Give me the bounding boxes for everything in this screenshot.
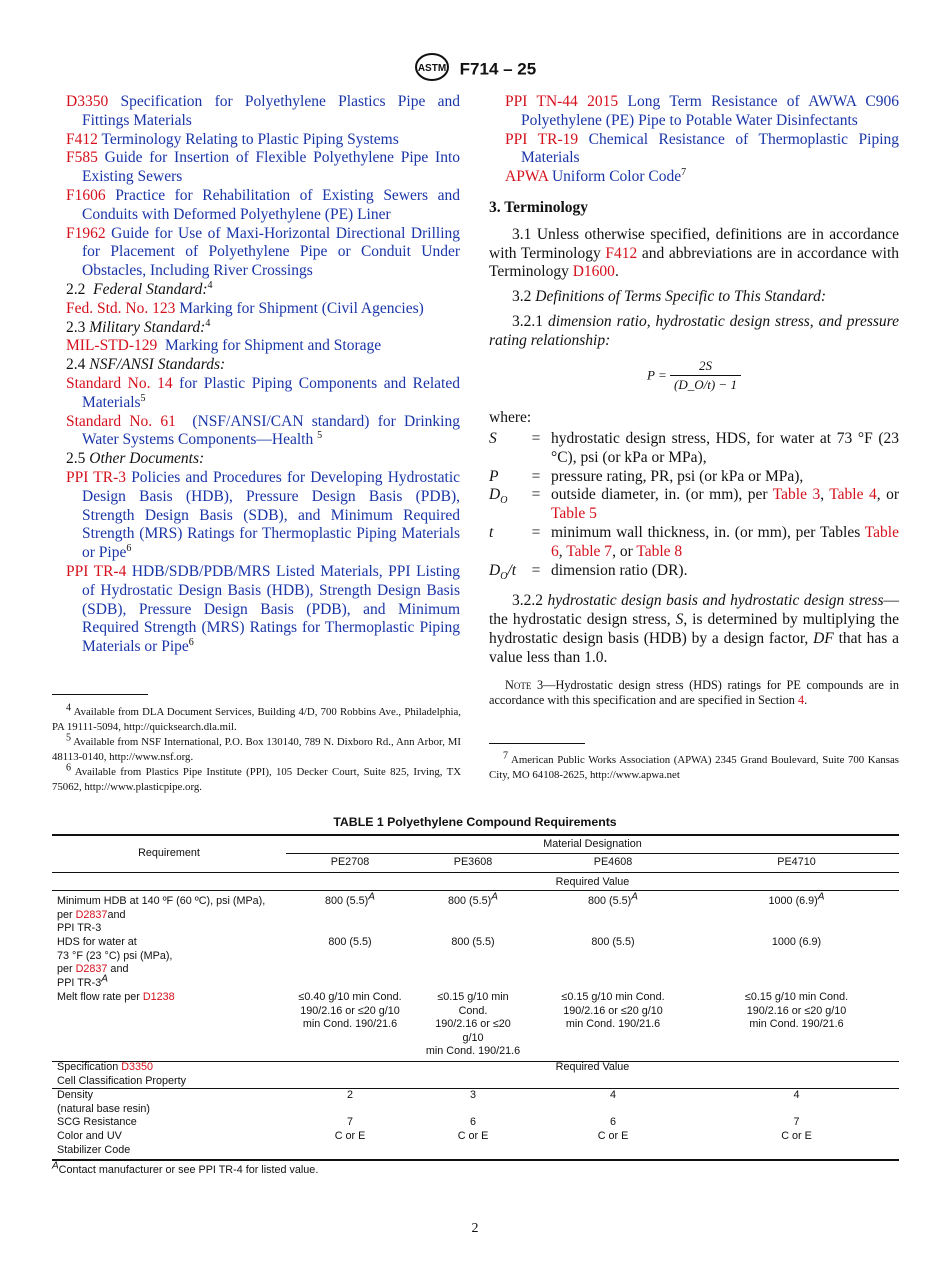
footnote-marker[interactable]: 5 [317, 430, 323, 442]
cell-value: 2 [346, 1089, 353, 1101]
label-line: Stabilizer Code [57, 1143, 131, 1156]
cell-value [414, 891, 532, 909]
footnote-text: Contact manufacturer or see PPI TR-4 for listed value. [58, 1164, 319, 1176]
reference-nsf-14 [66, 375, 460, 413]
definition [551, 524, 899, 562]
cell-value [532, 891, 694, 909]
header-pe4710: PE4710 [777, 856, 816, 868]
ref-code[interactable]: F1962 [66, 224, 106, 242]
table-rule [52, 890, 899, 891]
definition-row [489, 468, 899, 487]
value-line: ≤0.15 g/10 min [437, 991, 509, 1003]
value-text: 800 (5.5) [588, 895, 632, 907]
section-number: 2.5 [66, 450, 86, 468]
reference-f585 [66, 149, 460, 187]
left-footnotes [52, 702, 462, 795]
footnote-number: 4 [66, 702, 71, 714]
value-line: g/10 [462, 1031, 484, 1044]
definition-row [489, 562, 899, 587]
value-text: 800 (5.5) [448, 895, 492, 907]
ref-code[interactable]: PPI TN-44 2015 [505, 93, 619, 110]
label-line: PPI TR-3 [57, 922, 102, 935]
symbol [489, 562, 521, 587]
paragraph-3-2 [489, 288, 899, 307]
label-line [57, 973, 286, 991]
footnote-marker[interactable]: 4 [205, 317, 211, 329]
header-text: Requirement [138, 847, 200, 859]
link-f412[interactable]: F412 [605, 244, 638, 262]
section-title: hydrostatic design basis and hydrostatic design stress [547, 592, 884, 610]
label-text: per [57, 908, 76, 921]
equals: = [531, 467, 541, 485]
label-text: and [107, 908, 126, 921]
ref-title[interactable]: Policies and Procedures for Developing Hydrostatic Design Basis (HDB), Pressure Design Basis (PDB), Strength Design Basis (SDB), and Minimum Required Strength (MRS) Ratings for Thermoplastic Piping Materials or Pipe [82, 468, 461, 562]
equals: = [531, 486, 541, 504]
ref-code[interactable]: F412 [66, 130, 98, 148]
row-density-label [57, 1089, 286, 1116]
symbol-base: D [489, 486, 501, 504]
row-melt-flow-label [57, 991, 286, 1005]
value-line: Cond. [458, 1004, 488, 1017]
reference-fed-std-123 [66, 300, 460, 319]
value-line: min Cond. 190/21.6 [425, 1045, 521, 1058]
label-line: 73 °F (23 °C) psi (MPa), [57, 949, 173, 962]
value-line: min Cond. 190/21.6 [565, 1018, 661, 1031]
footnote-4 [52, 702, 461, 735]
value-line: 190/2.16 or ≤20 [435, 1018, 511, 1031]
label-line: (natural base resin) [57, 1102, 151, 1115]
ref-title[interactable]: Marking for Shipment and Storage [165, 337, 382, 355]
link-table-6[interactable]: Table 6 [551, 523, 899, 560]
table-footnote [52, 1160, 899, 1178]
equals: = [531, 429, 541, 447]
value-text: 800 (5.5) [325, 895, 369, 907]
header-pe3608: PE3608 [453, 856, 493, 868]
header-material-designation: Material Designation [543, 838, 642, 850]
section-number: 2.2 [66, 280, 86, 298]
definition-row [489, 486, 899, 524]
ref-title[interactable]: Guide for Use of Maxi-Horizontal Directional Drilling for Placement of Polyethylene Pipe or Conduit Under Obstacles, Including River Crossings [82, 224, 461, 280]
link-d1238[interactable]: D1238 [142, 991, 175, 1003]
table-rule [286, 853, 899, 854]
section-number: 2.3 [66, 318, 86, 336]
pressure-rating-formula [489, 357, 899, 396]
cell-value: 4 [793, 1089, 800, 1101]
footnote-text: Available from DLA Document Services, Building 4/D, 700 Robbins Ave., Philadelphia, PA 19111-5094, http://quicksearch.dla.mil. [52, 706, 461, 733]
paragraph-3-1 [489, 226, 899, 282]
section-number: 3.2.1 [512, 312, 543, 330]
where-label: where: [489, 409, 532, 427]
section-title: Federal Standard: [93, 280, 208, 298]
cell-value: C or E [781, 1130, 812, 1142]
label-line: Minimum HDB at 140 ºF (60 ºC), psi (MPa), [57, 895, 266, 907]
footnote-text: Available from Plastics Pipe Institute (PPI), 105 Decker Court, Suite 825, Irving, TX 75062, http://www.plasticpipe.org. [52, 766, 462, 793]
symbol-s: S [675, 611, 684, 629]
value-line: 190/2.16 or ≤20 g/10 [300, 1004, 400, 1017]
ref-code[interactable]: F1606 [66, 186, 106, 204]
ref-code[interactable]: APWA [505, 168, 549, 186]
reference-f1606 [66, 187, 460, 225]
paragraph-3-2-1 [489, 313, 899, 351]
section-title: Definitions of Terms Specific to This Standard: [535, 288, 827, 306]
symbol-base: D [489, 561, 501, 579]
reference-apwa [505, 168, 899, 187]
ref-code[interactable]: Fed. Std. No. 123 [66, 299, 176, 317]
definition [551, 486, 899, 524]
ref-code[interactable]: Standard No. 61 [66, 412, 176, 430]
ref-title[interactable]: Terminology Relating to Plastic Piping Systems [101, 130, 399, 148]
section-2-4 [66, 356, 460, 375]
label-text: Melt flow rate per [57, 991, 143, 1003]
reference-nsf-61 [66, 413, 460, 451]
link-table-5[interactable]: Table 5 [551, 505, 597, 523]
ref-title[interactable]: Practice for Rehabilitation of Existing Sewers and Conduits with Deformed Polyethylene (PE) Liner [82, 186, 461, 223]
definition: pressure rating, PR, psi (or kPa or MPa), [551, 467, 804, 485]
link-d2837[interactable]: D2837 [75, 908, 108, 921]
paragraph-3-2-2 [489, 592, 899, 667]
label-line [57, 1061, 286, 1075]
paragraph-text: —the hydrostatic design stress, [489, 592, 899, 629]
astm-logo-icon [414, 52, 450, 87]
link-d3350[interactable]: D3350 [121, 1061, 154, 1073]
section-2-3 [66, 319, 460, 338]
ref-title[interactable]: for Plastic Piping Components and Related Materials [82, 374, 460, 411]
table-top-rule [52, 834, 899, 836]
formula-fraction [670, 357, 741, 396]
separator: , or [612, 542, 637, 560]
note-number: 3 [537, 677, 544, 692]
paragraph-text: and abbreviations are in accordance with Terminology [489, 244, 900, 281]
reference-ppi-tn-44 [505, 93, 899, 131]
footnote-7 [489, 750, 899, 783]
value-line: 190/2.16 or ≤20 g/10 [746, 1004, 847, 1017]
ref-code[interactable]: PPI TR-3 [66, 468, 127, 486]
footnote-marker: A [817, 891, 825, 903]
section-title: Military Standard: [89, 318, 206, 336]
link-d1600[interactable]: D1600 [572, 263, 615, 281]
value-line: ≤0.40 g/10 min Cond. [298, 991, 402, 1003]
row-scg-label: SCG Resistance [57, 1116, 137, 1128]
ref-code[interactable]: D3350 [66, 93, 109, 110]
cell-value: C or E [457, 1130, 489, 1142]
reference-ppi-tr-4 [66, 563, 460, 657]
footnote-marker[interactable]: 5 [140, 392, 146, 404]
ref-code[interactable]: PPI TR-19 [505, 130, 579, 148]
symbol-df: DF [813, 630, 834, 648]
label-text: Specification [57, 1061, 122, 1073]
ref-code[interactable]: Standard No. 14 [66, 374, 173, 392]
link-table-4[interactable]: Table 4 [829, 486, 877, 504]
ref-code[interactable]: PPI TR-4 [66, 562, 127, 580]
footnote-number: 6 [66, 762, 71, 774]
standard-designation: F714 – 25 [459, 59, 537, 79]
separator: , [820, 486, 830, 504]
paragraph-text: that has a value less than 1.0. [489, 630, 899, 666]
note-text: . [804, 693, 808, 708]
ref-code[interactable]: F585 [66, 149, 98, 167]
footnote-number: 7 [503, 750, 508, 762]
separator: , [558, 542, 567, 560]
ref-title[interactable]: Chemical Resistance of Thermoplastic Piping Materials [521, 130, 899, 167]
label-line: Cell Classification Property [57, 1074, 187, 1087]
value-line: min Cond. 190/21.6 [749, 1018, 844, 1031]
row-color-label [57, 1130, 286, 1157]
reference-f1962 [66, 225, 460, 281]
symbol-suffix: /t [507, 561, 517, 579]
symbol: t [489, 523, 494, 541]
header-pe2708: PE2708 [330, 856, 370, 868]
cell-value: 7 [346, 1116, 353, 1128]
label-line [57, 963, 286, 977]
paragraph-text: , is determined by multiplying the hydrostatic design basis (HDB) by a design factor, [489, 611, 899, 648]
cell-value: 800 (5.5) [451, 936, 495, 948]
footnote-marker[interactable]: 6 [126, 542, 132, 554]
ref-title[interactable]: Long Term Resistance of AWWA C906 Polyethylene (PE) Pipe to Potable Water Disinfectants [521, 93, 900, 129]
section-number: 3.2 [512, 288, 532, 306]
table-bottom-rule [52, 1159, 899, 1161]
definition-row [489, 430, 899, 468]
symbol [489, 486, 521, 524]
section-title: NSF/ANSI Standards: [89, 356, 226, 374]
ref-title[interactable]: Guide for Insertion of Flexible Polyethylene Pipe Into Existing Sewers [82, 149, 461, 186]
footnote-text: Available from NSF International, P.O. Box 130140, 789 N. Dixboro Rd., Ann Arbor, MI 48113-0140, http://www.nsf.org. [52, 736, 461, 763]
page-header [0, 52, 950, 87]
cell-value: C or E [597, 1130, 629, 1142]
cell-value: 3 [469, 1089, 476, 1101]
ref-title[interactable]: Marking for Shipment (Civil Agencies) [179, 299, 424, 317]
reference-d3350 [66, 93, 460, 131]
required-value-label: Required Value [555, 876, 630, 888]
footnote-divider [52, 694, 148, 695]
reference-ppi-tr-19 [505, 131, 899, 169]
cell-value: 800 (5.5) [591, 936, 635, 948]
reference-ppi-tr-3 [66, 469, 460, 563]
header-pe4608: PE4608 [593, 856, 633, 868]
formula-numerator: 2S [670, 357, 741, 377]
symbol-subscript: O [500, 495, 508, 507]
formula-lhs: P = [647, 366, 667, 382]
cell-value [694, 891, 899, 909]
right-footnotes [489, 750, 899, 783]
footnote-marker: A [491, 891, 498, 903]
row-min-hdb-label [57, 895, 286, 936]
cell-value: 6 [609, 1116, 616, 1128]
cell-value [532, 991, 694, 1032]
equals: = [531, 523, 541, 541]
section-number: 2.4 [66, 356, 86, 374]
row-spec-label [57, 1061, 286, 1088]
left-column [66, 93, 460, 657]
page-number: 2 [471, 1221, 479, 1236]
definition: hydrostatic design stress, HDS, for water at 73 °F (23 °C), psi (or kPa or MPa), [551, 429, 899, 466]
label-text: and [107, 963, 129, 976]
ref-title[interactable]: (NSF/ANSI/CAN standard) for Drinking Water Systems Components—Health [82, 412, 460, 449]
label-line: HDS for water at [57, 936, 137, 948]
footnote-marker[interactable]: 4 [207, 279, 213, 291]
value-line: min Cond. 190/21.6 [302, 1018, 398, 1031]
cell-value: 4 [609, 1089, 616, 1101]
note-text: —Hydrostatic design stress (HDS) ratings for PE compounds are in accordance with this specification and are specified in Section [489, 677, 899, 708]
paragraph-text: . [614, 263, 619, 281]
value-line: 190/2.16 or ≤20 g/10 [563, 1004, 663, 1017]
symbol: S [489, 429, 497, 447]
definition: dimension ratio (DR). [551, 561, 688, 579]
definition-text: outside diameter, in. (or mm), per [551, 486, 773, 504]
footnote-marker: A [631, 891, 638, 903]
ref-title[interactable]: Uniform Color Code [551, 168, 682, 186]
footnote-marker: A [368, 891, 375, 903]
row-hds-label [57, 936, 286, 990]
cell-value [414, 991, 532, 1059]
footnote-marker: A [101, 973, 108, 985]
section-2-5 [66, 450, 460, 469]
section-title: Other Documents: [89, 450, 205, 468]
ref-title[interactable]: Specification for Polyethylene Plastics Pipe and Fittings Materials [82, 93, 461, 129]
cell-value [286, 991, 414, 1032]
svg-text:ASTM: ASTM [417, 63, 446, 74]
link-table-8[interactable]: Table 8 [636, 542, 683, 560]
label-line: Density [57, 1089, 94, 1101]
footnote-5 [52, 732, 461, 765]
link-table-3[interactable]: Table 3 [772, 486, 821, 504]
link-table-7[interactable]: Table 7 [566, 542, 613, 560]
right-column [489, 93, 899, 709]
reference-f412 [66, 131, 460, 150]
definition-text: minimum wall thickness, in. (or mm), per Tables [551, 523, 865, 541]
cell-value: C or E [334, 1130, 366, 1142]
note-3 [489, 678, 899, 709]
cell-value: 7 [793, 1116, 800, 1128]
definition-row [489, 524, 899, 562]
cell-value: 800 (5.5) [328, 936, 372, 948]
paragraph-text: 3.1 Unless otherwise specified, definitions are in accordance with Terminology [489, 225, 899, 262]
ref-code[interactable]: MIL-STD-129 [66, 337, 158, 355]
cell-value [694, 991, 899, 1032]
table-rule [52, 872, 899, 873]
symbol-subscript: O [500, 570, 508, 582]
link-d2837[interactable]: D2837 [75, 963, 108, 976]
ref-title[interactable]: HDB/SDB/PDB/MRS Listed Materials, PPI Listing of Hydrostatic Design Basis (HDB), Strength Design Basis (SDB), Pressure Design Basis (PDB), and Minimum Required Strength (MRS) Ratings for Thermoplastic Piping Materials or Pipe [82, 562, 460, 656]
section-2-2 [66, 281, 460, 300]
footnote-marker[interactable]: 7 [681, 167, 687, 179]
value-text: 1000 (6.9) [768, 895, 818, 907]
note-label: Note [505, 677, 532, 692]
value-line: ≤0.15 g/10 min Cond. [561, 991, 665, 1003]
label-text: PPI TR-3 [57, 976, 102, 989]
footnote-marker[interactable]: 6 [188, 636, 194, 648]
reference-mil-std-129 [66, 337, 460, 356]
equals: = [531, 561, 541, 579]
section-title: dimension ratio, hydrostatic design stress, and pressure rating relationship: [489, 312, 899, 349]
cell-value: 1000 (6.9) [771, 936, 822, 948]
footnote-divider [489, 743, 585, 744]
required-value-label: Required Value [555, 1061, 630, 1073]
section-number: 3.2.2 [512, 592, 543, 610]
table-1-title: TABLE 1 Polyethylene Compound Requirements [333, 815, 617, 829]
label-line: Color and UV [57, 1130, 122, 1142]
value-line: ≤0.15 g/10 min Cond. [744, 991, 849, 1003]
header-requirement [52, 847, 286, 861]
footnote-text: American Public Works Association (APWA) 2345 Grand Boulevard, Suite 700 Kansas City, MO 64108-2625, http://www.apwa.net [489, 754, 899, 781]
symbol: P [489, 467, 499, 485]
separator: , or [876, 486, 899, 504]
label-text: per [57, 963, 76, 976]
footnote-marker: A [52, 1160, 59, 1172]
link-section-4[interactable]: 4 [798, 693, 805, 708]
footnote-6 [52, 762, 462, 795]
formula-denominator: (D_O/t) − 1 [674, 377, 737, 393]
section-3-heading: 3. Terminology [489, 198, 589, 216]
cell-value: 6 [469, 1116, 476, 1128]
variable-definitions [489, 430, 899, 586]
label-line [57, 909, 286, 923]
footnote-number: 5 [66, 732, 71, 744]
cell-value [286, 891, 414, 909]
